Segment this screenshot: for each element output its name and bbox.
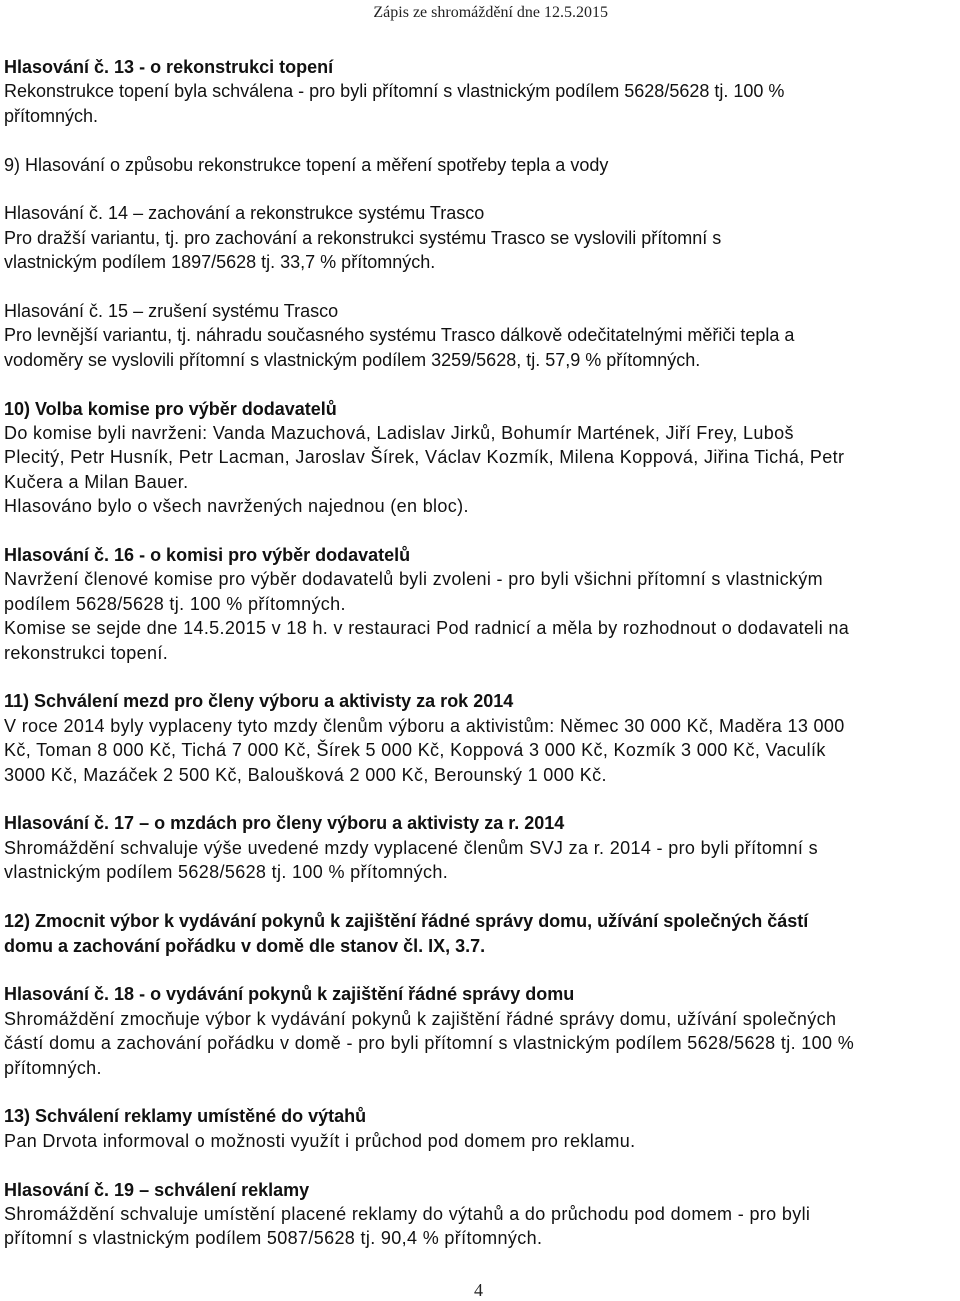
section-10-text-line-4: Hlasováno bylo o všech navržených najednou (en bloc). [4, 496, 469, 517]
section-11-heading: 11) Schválení mezd pro členy výboru a aktivisty za rok 2014 [4, 691, 514, 712]
vote-16-text-line-3: Komise se sejde dne 14.5.2015 v 18 h. v restauraci Pod radnicí a měla by rozhodnout o dodavateli na [4, 618, 850, 639]
vote-13-heading: Hlasování č. 13 - o rekonstrukci topení [4, 57, 334, 77]
vote-13-text-line-1: Rekonstrukce topení byla schválena - pro byli přítomní s vlastnickým podílem 5628/5628 tj. 100 % [4, 81, 785, 102]
vote-16-text-line-1: Navržení členové komise pro výběr dodavatelů byli zvoleni - pro byli všichni přítomní s vlastnickým [4, 569, 823, 590]
section-vote-17 [4, 811, 959, 884]
section-10-text-line-3: Kučera a Milan Bauer. [4, 471, 189, 492]
vote-18-heading: Hlasování č. 18 - o vydávání pokynů k zajištění řádné správy domu [4, 984, 575, 1005]
vote-16-heading: Hlasování č. 16 - o komisi pro výběr dodavatelů [4, 545, 411, 566]
section-10-text-line-1: Do komise byli navrženi: Vanda Mazuchová, Ladislav Jirků, Bohumír Martének, Jiří Frey, Luboš [4, 423, 794, 444]
section-vote-16 [4, 543, 959, 665]
document-header: Zápis ze shromáždění dne 12.5.2015 [373, 4, 608, 21]
section-12-heading-line-2: domu a zachování pořádku v domě dle stanov čl. IX, 3.7. [4, 935, 486, 956]
vote-16-text-line-4: rekonstrukci topení. [4, 642, 169, 663]
section-vote-14 [4, 201, 959, 274]
vote-14-heading: Hlasování č. 14 – zachování a rekonstrukce systému Trasco [4, 203, 485, 224]
vote-18-text-line-2: částí domu a zachování pořádku v domě - pro byli přítomní s vlastnickým podílem 5628/5628 tj. 100 % [4, 1033, 855, 1054]
section-10-text-line-2: Plecitý, Petr Husník, Petr Lacman, Jaroslav Šírek, Václav Kozmík, Milena Koppová, Jiřina Tichá, Petr [4, 447, 845, 468]
vote-19-heading: Hlasování č. 19 – schválení reklamy [4, 1179, 310, 1200]
section-9-heading: 9) Hlasování o způsobu rekonstrukce topení a měření spotřeby tepla a vody [4, 154, 609, 175]
section-11-text-line-2: Kč, Toman 8 000 Kč, Tichá 7 000 Kč, Šírek 5 000 Kč, Koppová 3 000 Kč, Kozmík 3 000 Kč, Vaculík [4, 740, 826, 761]
section-10 [4, 397, 959, 519]
section-vote-19 [4, 1178, 959, 1251]
vote-14-text-line-2: vlastnickým podílem 1897/5628 tj. 33,7 % přítomných. [4, 252, 436, 273]
section-11 [4, 689, 959, 787]
section-11-text-line-1: V roce 2014 byly vyplaceny tyto mzdy členům výboru a aktivistům: Němec 30 000 Kč, Maděra 13 000 [4, 715, 845, 736]
section-13-text-line-1: Pan Drvota informoval o možnosti využít i průchod pod domem pro reklamu. [4, 1130, 636, 1151]
vote-15-heading: Hlasování č. 15 – zrušení systému Trasco [4, 301, 339, 322]
section-vote-18 [4, 982, 959, 1080]
section-11-text-line-3: 3000 Kč, Mazáček 2 500 Kč, Baloušková 2 000 Kč, Berounský 1 000 Kč. [4, 764, 607, 785]
vote-17-heading: Hlasování č. 17 – o mzdách pro členy výboru a aktivisty za r. 2014 [4, 813, 565, 834]
vote-17-text-line-2: vlastnickým podílem 5628/5628 tj. 100 % přítomných. [4, 862, 449, 883]
section-vote-13 [4, 55, 959, 128]
document-body [4, 55, 959, 1275]
section-12 [4, 909, 959, 958]
section-10-heading: 10) Volba komise pro výběr dodavatelů [4, 398, 337, 419]
section-13-heading: 13) Schválení reklamy umístěné do výtahů [4, 1106, 367, 1127]
section-13 [4, 1104, 959, 1153]
vote-18-text-line-1: Shromáždění zmocňuje výbor k vydávání pokynů k zajištění řádné správy domu, užívání společných [4, 1008, 837, 1029]
section-vote-15 [4, 299, 959, 372]
page-number: 4 [474, 1280, 483, 1300]
section-12-heading-line-1: 12) Zmocnit výbor k vydávání pokynů k zajištění řádné správy domu, užívání společných částí [4, 911, 809, 932]
vote-19-text-line-1: Shromáždění schvaluje umístění placené reklamy do výtahů a do průchodu pod domem - pro byli [4, 1203, 811, 1224]
vote-15-text-line-2: vodoměry se vyslovili přítomní s vlastnickým podílem 3259/5628, tj. 57,9 % přítomných. [4, 349, 701, 370]
vote-19-text-line-2: přítomní s vlastnickým podílem 5087/5628 tj. 90,4 % přítomných. [4, 1228, 543, 1249]
vote-16-text-line-2: podílem 5628/5628 tj. 100 % přítomných. [4, 593, 346, 614]
vote-18-text-line-3: přítomných. [4, 1057, 102, 1078]
section-9-heading-block [4, 153, 959, 177]
vote-14-text-line-1: Pro dražší variantu, tj. pro zachování a rekonstrukci systému Trasco se vyslovili přítomní s [4, 227, 722, 248]
vote-13-text-line-2: přítomných. [4, 105, 99, 126]
vote-17-text-line-1: Shromáždění schvaluje výše uvedené mzdy vyplacené členům SVJ za r. 2014 - pro byli přítomní s [4, 837, 818, 858]
vote-15-text-line-1: Pro levnější variantu, tj. náhradu současného systému Trasco dálkově odečitatelnými měřiči tepla a [4, 325, 795, 346]
